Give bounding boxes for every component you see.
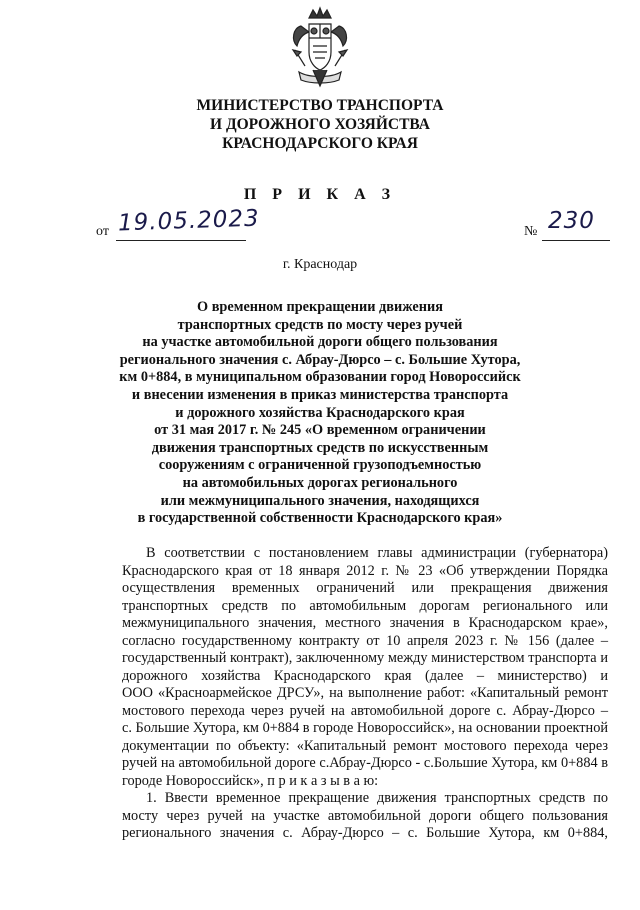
body-line: Краснодарского края от 18 января 2012 г. № 23 «Об утверждении Порядка [122,562,608,579]
subject-line: на автомобильных дорогах регионального [182,474,458,491]
handwritten-date: 19.05.2023 [117,205,261,237]
handwritten-number: 230 [548,208,595,234]
order-subject [0,299,640,528]
subject-line: в государственной собственности Краснодарского края» [137,510,503,527]
body-line: межмуниципального значения, местного значения в Краснодарском крае», [122,615,608,631]
ministry-name [0,96,640,153]
ministry-line: КРАСНОДАРСКОГО КРАЯ [222,135,418,152]
body-line: с. Большие Хутора, км 0+884 в городе Новороссийск», на основании проектной [122,720,608,736]
number-prefix: № [524,224,538,239]
date-number-row [0,206,640,246]
body-line: мостового перехода через ручей на автомобильной дороге с. Абрау-Дюрсо – [122,702,608,719]
date-underline [116,240,246,241]
subject-line: и дорожного хозяйства Краснодарского края [175,404,465,421]
body-line: 1. Ввести временное прекращение движения транспортных средств по [146,790,608,806]
subject-line: и внесении изменения в приказ министерства транспорта [131,386,509,403]
body-line: мосту через ручей на участке автомобильной дороги общего пользования [122,807,608,824]
body-line: городе Новороссийск», п р и к а з ы в а ю: [122,772,379,789]
coat-of-arms-icon [287,6,353,88]
order-body [122,545,608,563]
subject-line: сооружениям с ограниченной грузоподъемностью [158,457,482,474]
ministry-line: И ДОРОЖНОГО ХОЗЯЙСТВА [210,116,430,133]
body-line: ООО «Красноармейское ДРСУ», на выполнение работ: «Капитальный ремонт [122,685,608,701]
subject-line: регионального значения с. Абрау-Дюрсо – с. Большие Хутора, [119,351,521,368]
subject-line: движения транспортных средств по искусственным [151,439,489,456]
body-line: ручей на автомобильной дороге с.Абрау-Дюрсо - с.Большие Хутора, км 0+884 в [122,755,608,771]
subject-line: транспортных средств по мосту через ручей [177,316,463,333]
body-line: документации по объекту: «Капитальный ремонт мостового перехода через [122,737,608,754]
subject-line: от 31 мая 2017 г. № 245 «О временном ограничении [154,422,486,439]
ministry-line: МИНИСТЕРСТВО ТРАНСПОРТА [196,97,444,114]
body-line: дорожного хозяйства Краснодарского края (далее – министерство) и [122,667,608,684]
city: г. Краснодар [282,257,358,272]
body-line: согласно государственному контракту от 10 апреля 2023 г. № 156 (далее – [122,632,608,649]
subject-line: на участке автомобильной дороги общего пользования [142,334,498,351]
date-prefix: от [96,224,109,239]
subject-line: О временном прекращении движения [197,299,443,315]
body-line: осуществления временных ограничений или прекращения движения [122,580,608,596]
body-line: В соответствии с постановлением главы администрации (губернатора) [146,545,608,561]
body-line: государственный контракт), заключенному между министерством транспорта и [122,650,608,666]
body-line: регионального значения с. Абрау-Дюрсо – с. Большие Хутора, км 0+884, [122,825,608,841]
subject-line: км 0+884, в муниципальном образовании город Новороссийск [119,369,521,386]
number-underline [542,240,610,241]
order-body-main [122,563,608,843]
subject-line: или межмуниципального значения, находящихся [160,492,480,509]
order-title: П Р И К А З [243,186,397,203]
body-line: транспортных средств по автомобильным дорогам регионального или [122,597,608,614]
